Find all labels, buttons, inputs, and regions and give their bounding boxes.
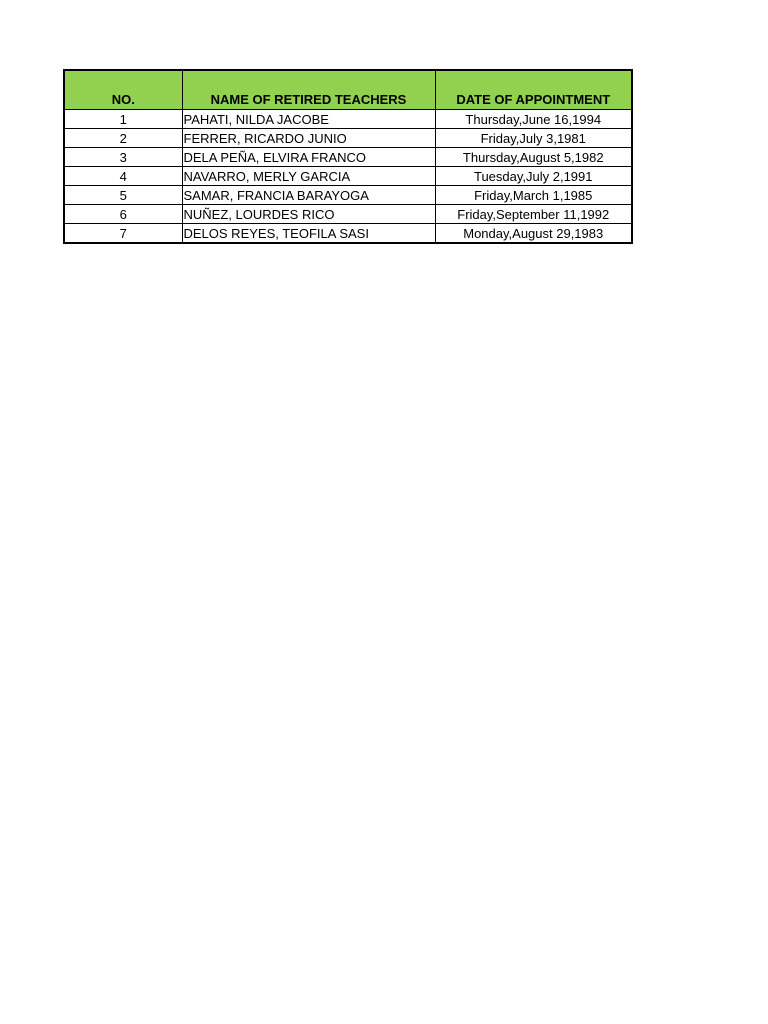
table-row [64,148,632,167]
row-number: 6 [64,205,182,224]
row-number: 7 [64,224,182,244]
appointment-date: Tuesday,July 2,1991 [435,167,632,186]
appointment-date: Monday,August 29,1983 [435,224,632,244]
header-no: NO. [64,70,182,110]
table-row [64,110,632,129]
row-number: 1 [64,110,182,129]
header-name: NAME OF RETIRED TEACHERS [182,70,435,110]
appointment-date: Friday,September 11,1992 [435,205,632,224]
appointment-date: Thursday,June 16,1994 [435,110,632,129]
header-date: DATE OF APPOINTMENT [435,70,632,110]
teacher-name: FERRER, RICARDO JUNIO [182,129,435,148]
table-header [64,70,632,110]
table-body [64,110,632,244]
appointment-date: Friday,July 3,1981 [435,129,632,148]
teacher-name: SAMAR, FRANCIA BARAYOGA [182,186,435,205]
teacher-name: DELOS REYES, TEOFILA SASI [182,224,435,244]
table-row [64,224,632,244]
table-row [64,205,632,224]
appointment-date: Thursday,August 5,1982 [435,148,632,167]
table-row [64,167,632,186]
teacher-name: NUÑEZ, LOURDES RICO [182,205,435,224]
teacher-name: NAVARRO, MERLY GARCIA [182,167,435,186]
appointment-date: Friday,March 1,1985 [435,186,632,205]
row-number: 5 [64,186,182,205]
retired-teachers-table [63,69,633,244]
header-row [64,70,632,110]
teacher-name: DELA PEÑA, ELVIRA FRANCO [182,148,435,167]
row-number: 4 [64,167,182,186]
row-number: 2 [64,129,182,148]
table-row [64,186,632,205]
row-number: 3 [64,148,182,167]
table-row [64,129,632,148]
teacher-name: PAHATI, NILDA JACOBE [182,110,435,129]
